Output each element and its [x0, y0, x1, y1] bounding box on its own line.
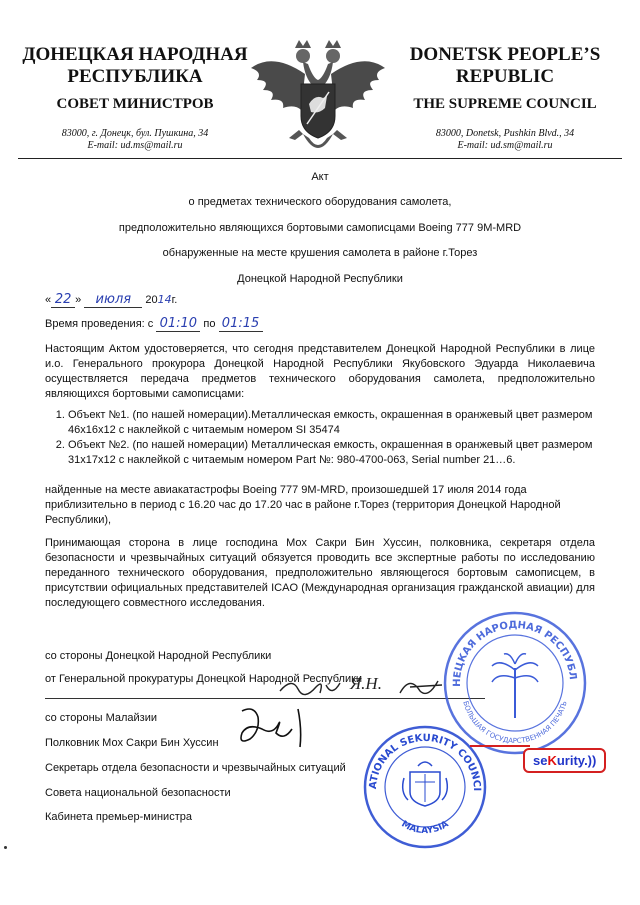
signature-malaysia-handwritten [228, 703, 338, 751]
paragraph-obligation: Принимающая сторона в лице господина Мох Сакри Бин Хуссин, полковника, секретаря отдела безопасности и чрезвычайных ситуаций обязуется проводить все экспертные работы по исследованию переданного технического оборудования, предположительно являющегося бортовым самописцем, в присутствии официальных представителей ICAO (Международная организация гражданской авиации) для последующего совместного исследования. [45, 537, 595, 609]
date-quote-open: « [45, 294, 52, 306]
annotation-text-highlight: K [547, 753, 557, 768]
header-divider [18, 158, 622, 159]
date-year-prefix: 20 [145, 294, 158, 306]
left-title-line-1: ДОНЕЦКАЯ НАРОДНАЯ [22, 44, 248, 65]
signature-prosecutor-office: от Генеральной прокуратуры Донецкой Народной Республики [45, 673, 363, 685]
right-subtitle: THE SUPREME COUNCIL [413, 96, 597, 112]
doc-date [45, 292, 177, 308]
dnr-stamp-bottom-text: БОЛЬШАЯ ГОСУДАРСТВЕННАЯ ПЕЧАТЬ [461, 700, 569, 746]
right-title-line-2: REPUBLIC [455, 66, 555, 87]
paragraph-found: найденные на месте авиакатастрофы Boeing 777 9M-MRD, произошедшей 17 июля 2014 года приблизительно в период с 16.20 час до 17.20 час в районе г.Торез (территория Донецкой Народной Республики), [45, 484, 561, 526]
doc-subject-line-2: предположительно являющихся бортовыми самописцами Boeing 777 9M-MRD [118, 222, 522, 234]
doc-subject-line-4: Донецкой Народной Республики [237, 273, 403, 285]
right-address [385, 128, 625, 152]
nsc-stamp-bottom-text: MALAYSIA [399, 819, 451, 837]
svg-text:ДОНЕЦКАЯ НАРОДНАЯ РЕСПУБЛИКА [440, 608, 578, 687]
left-subtitle: СОВЕТ МИНИСТРОВ [56, 96, 214, 112]
svg-text:NATIONAL SEKURITY COUNCIL [360, 722, 482, 791]
dnr-stamp-top-text: НЕЦКАЯ НАРОДНАЯ РЕСПУБЛ [451, 619, 579, 687]
left-title-line-2: РЕСПУБЛИКА [67, 66, 203, 87]
right-address-line: 83000, Donetsk, Pushkin Blvd., 34 [435, 128, 575, 139]
left-address-line: 83000, г. Донецк, бул. Пушкина, 34 [61, 128, 209, 139]
scan-speck [4, 846, 7, 849]
nsc-stamp-top-text: ATIONAL SEKURITY COUNCI [367, 732, 483, 792]
right-email: E-mail: ud.sm@mail.ru [457, 140, 553, 151]
time-from: 01:10 [156, 316, 200, 332]
left-email: E-mail: ud.ms@mail.ru [87, 140, 183, 151]
date-year-suffix: г. [171, 294, 178, 306]
signature-initials: Я.Н. [350, 674, 382, 693]
annotation-pointer-line [470, 745, 530, 747]
svg-text:MALAYSIA [399, 819, 450, 836]
time-to: 01:15 [219, 316, 263, 332]
annotation-text-pre: se [533, 753, 548, 768]
list-item-object-1: 1. Объект №1. (по нашей номерации).Металлическая емкость, окрашенная в оранжевый цвет размером 46х16х12 с наклейкой с читаемым номером SI 35474 [68, 408, 595, 438]
doc-subject-line-1: о предметах технического оборудования самолета, [188, 196, 452, 208]
signature-rule [45, 698, 485, 699]
objects-list [30, 408, 595, 468]
time-label: Время проведения: с [45, 318, 154, 330]
date-year-hand: 14 [157, 293, 172, 306]
coat-of-arms-emblem [243, 34, 393, 162]
date-month: июля [84, 292, 142, 308]
date-quote-close: » [75, 294, 82, 306]
annotation-text-post: urity.)) [556, 753, 597, 768]
left-address [20, 128, 250, 152]
time-mid: по [203, 318, 216, 330]
right-title-line-1: DONETSK PEOPLE’S [409, 44, 601, 65]
nsc-malaysia-round-stamp [360, 722, 490, 852]
date-day: 22 [51, 292, 75, 308]
signature-council: Совета национальной безопасности [45, 787, 231, 799]
paragraph-transfer: Настоящим Актом удостоверяется, что сегодня представителем Донецкой Народной Республики в лице и.о. Генерального прокурора Донецкой Народной Республики Якубовского Эдуарда Николаевича осуществляется передача предметов технического оборудования самолета, предположительно являющихся бортовыми самописцами: [45, 343, 595, 400]
signature-cabinet: Кабинета премьер-министра [45, 811, 192, 823]
signature-party-malaysia: со стороны Малайзии [45, 712, 158, 724]
doc-subject-line-3: обнаруженные на месте крушения самолета в районе г.Торез [162, 247, 478, 259]
left-title [20, 44, 250, 88]
doc-title: Акт [311, 171, 329, 183]
right-title [385, 44, 625, 88]
signature-position: Секретарь отдела безопасности и чрезвычайных ситуаций [45, 762, 346, 774]
doc-time [45, 316, 263, 332]
signature-colonel-name: Полковник Мох Сакри Бин Хуссин [45, 737, 219, 749]
signature-party-dnr: со стороны Донецкой Народной Республики [45, 650, 272, 662]
annotation-label [523, 748, 606, 773]
list-item-object-2: 2. Объект №2. (по нашей номерации) Металлическая емкость, окрашенная в оранжевый цвет размером 31х17х12 с наклейкой с читаемым номером Part №: 980-4700-063, Serial number 21…6. [68, 438, 595, 468]
